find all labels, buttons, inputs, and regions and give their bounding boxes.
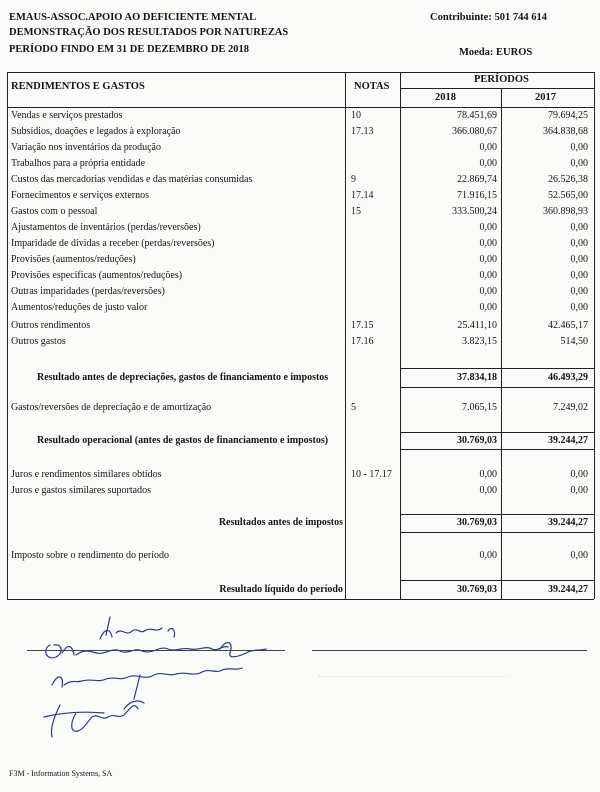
handwritten-signatures <box>20 613 320 763</box>
row-label: Vendas e serviços prestados <box>11 110 123 121</box>
row-label: Aumentos/reduções de justo valor <box>11 302 148 313</box>
row-value-2017: 0,00 <box>570 142 588 153</box>
row-value-2017: 26.526,38 <box>548 174 588 185</box>
row-value-2018: 22.869,74 <box>457 174 497 185</box>
row-value-2018: 3.823,15 <box>462 336 497 347</box>
row-value-2018: 25.411,10 <box>457 320 497 331</box>
row-value-2018: 0,00 <box>479 286 497 297</box>
row-value-2017: 0,00 <box>570 469 588 480</box>
row-note: 5 <box>351 402 356 413</box>
table-row <box>7 284 594 299</box>
row-label: Gastos com o pessoal <box>11 206 98 217</box>
table-row <box>7 400 594 415</box>
subtotal-row-ebit <box>7 433 594 448</box>
row-value-2017: 0,00 <box>570 550 588 561</box>
row-value-2018: 71.916,15 <box>457 190 497 201</box>
row-value-2017: 39.244,27 <box>548 517 588 528</box>
table-row <box>7 236 594 251</box>
row-value-2017: 39.244,27 <box>548 435 588 446</box>
table-row <box>7 172 594 187</box>
subtotal-row-ebitda <box>7 370 594 385</box>
row-label: Trabalhos para a própria entidade <box>11 158 146 169</box>
table-border-right <box>594 72 595 599</box>
signature-carlos <box>46 643 266 658</box>
table-row <box>7 548 594 563</box>
total-row-net-income <box>7 582 594 597</box>
row-value-2018: 0,00 <box>479 302 497 313</box>
table-row <box>7 156 594 171</box>
row-label: Imparidade de dívidas a receber (perdas/reversões) <box>11 238 215 249</box>
signature-fernandes <box>44 701 144 737</box>
subtotal-row-ebt <box>7 515 594 530</box>
row-value-2018: 30.769,03 <box>457 435 497 446</box>
row-value-2017: 7.249,02 <box>553 402 588 413</box>
row-value-2017: 0,00 <box>570 270 588 281</box>
row-label: Outros gastos <box>11 336 66 347</box>
row-value-2018: 0,00 <box>479 550 497 561</box>
table-row <box>7 268 594 283</box>
col-2017: 2017 <box>535 92 556 103</box>
ebt-rule-bottom <box>400 532 594 533</box>
row-label: Resultado antes de depreciações, gastos de financiamento e impostos <box>37 372 329 383</box>
ebitda-rule <box>400 368 594 369</box>
table-row <box>7 188 594 203</box>
row-value-2018: 366.080,67 <box>452 126 497 137</box>
net-rule <box>400 580 594 581</box>
row-note: 9 <box>351 174 356 185</box>
row-note: 17.15 <box>351 320 374 331</box>
statement-title: DEMONSTRAÇÃO DOS RESULTADOS POR NATUREZAS <box>9 27 289 38</box>
row-note: 17.16 <box>351 336 374 347</box>
row-value-2017: 42.465,17 <box>548 320 588 331</box>
col-title: RENDIMENTOS E GASTOS <box>11 81 145 92</box>
row-label: Resultado operacional (antes de gastos de financiamento e impostos) <box>37 435 329 446</box>
row-note: 10 <box>351 110 361 121</box>
row-value-2018: 0,00 <box>479 238 497 249</box>
currency-label: Moeda: EUROS <box>459 47 533 58</box>
row-value-2017: 0,00 <box>570 485 588 496</box>
taxpayer-number: Contribuinte: 501 744 614 <box>430 12 547 23</box>
row-value-2018: 30.769,03 <box>457 517 497 528</box>
row-value-2017: 46.493,29 <box>548 372 588 383</box>
table-row <box>7 483 594 498</box>
row-label: Imposto sobre o rendimento do período <box>11 550 170 561</box>
table-row <box>7 140 594 155</box>
table-row <box>7 467 594 482</box>
row-value-2018: 78.451,69 <box>457 110 497 121</box>
col-periods: PERÍODOS <box>474 74 529 85</box>
signature-line-2 <box>312 650 587 651</box>
row-note: 15 <box>351 206 361 217</box>
row-value-2017: 39.244,27 <box>548 584 588 595</box>
table-row <box>7 334 594 349</box>
signature-afonseca <box>100 617 175 639</box>
row-value-2018: 0,00 <box>479 222 497 233</box>
row-label: Ajustamentos de inventários (perdas/reversões) <box>11 222 201 233</box>
row-value-2018: 333.500,24 <box>452 206 497 217</box>
footer-software: F3M - Information Systems, SA <box>9 769 113 778</box>
row-label: Variação nos inventários da produção <box>11 142 161 153</box>
row-value-2018: 0,00 <box>479 469 497 480</box>
row-value-2017: 0,00 <box>570 158 588 169</box>
row-value-2018: 30.769,03 <box>457 584 497 595</box>
row-value-2017: 0,00 <box>570 238 588 249</box>
row-note: 17.13 <box>351 126 374 137</box>
row-label: Subsídios, doações e legados à exploração <box>11 126 181 137</box>
row-value-2017: 0,00 <box>570 222 588 233</box>
table-row <box>7 124 594 139</box>
row-value-2017: 79.694,25 <box>548 110 588 121</box>
income-statement-table <box>7 72 594 599</box>
row-note: 17.14 <box>351 190 374 201</box>
row-note: 10 - 17.17 <box>351 469 392 480</box>
col-notes: NOTAS <box>354 81 390 92</box>
row-value-2018: 0,00 <box>479 270 497 281</box>
signature-maria <box>52 668 242 699</box>
ebit-rule-bottom <box>400 449 594 450</box>
row-label: Outras imparidades (perdas/reversões) <box>11 286 165 297</box>
row-label: Provisões específicas (aumentos/reduções) <box>11 270 183 281</box>
row-value-2017: 360.898,93 <box>543 206 588 217</box>
table-row <box>7 300 594 315</box>
row-value-2018: 0,00 <box>479 142 497 153</box>
row-value-2018: 7.065,15 <box>462 402 497 413</box>
row-label: Juros e gastos similares suportados <box>11 485 151 496</box>
row-value-2017: 0,00 <box>570 254 588 265</box>
row-value-2018: 0,00 <box>479 158 497 169</box>
row-value-2017: 52.565,00 <box>548 190 588 201</box>
row-value-2017: 514,50 <box>560 336 588 347</box>
row-label: Custos das mercadorias vendidas e das matérias consumidas <box>11 174 253 185</box>
row-label: Juros e rendimentos similares obtidos <box>11 469 162 480</box>
table-row <box>7 220 594 235</box>
table-row <box>7 252 594 267</box>
row-value-2018: 37.834,18 <box>457 372 497 383</box>
table-row <box>7 318 594 333</box>
table-border-top <box>7 72 594 73</box>
row-label: Resultados antes de impostos <box>218 517 343 528</box>
row-label: Provisões (aumentos/reduções) <box>11 254 136 265</box>
ebitda-rule-bottom <box>400 387 594 388</box>
table-row <box>7 108 594 123</box>
table-border-bottom <box>7 599 594 600</box>
period-title: PERÍODO FINDO EM 31 DE DEZEMBRO DE 2018 <box>9 44 250 55</box>
row-value-2017: 364.838,68 <box>543 126 588 137</box>
faint-stamp-mark <box>318 676 508 683</box>
periods-underline <box>400 88 594 89</box>
table-row <box>7 204 594 219</box>
row-value-2017: 0,00 <box>570 286 588 297</box>
entity-name: EMAUS-ASSOC.APOIO AO DEFICIENTE MENTAL <box>9 12 257 23</box>
row-label: Fornecimentos e serviços externos <box>11 190 150 201</box>
col-2018: 2018 <box>435 92 456 103</box>
row-value-2018: 0,00 <box>479 485 497 496</box>
row-label: Gastos/reversões de depreciação e de amortização <box>11 402 212 413</box>
row-value-2018: 0,00 <box>479 254 497 265</box>
row-label: Resultado líquido do período <box>219 584 343 595</box>
row-label: Outros rendimentos <box>11 320 91 331</box>
row-value-2017: 0,00 <box>570 302 588 313</box>
